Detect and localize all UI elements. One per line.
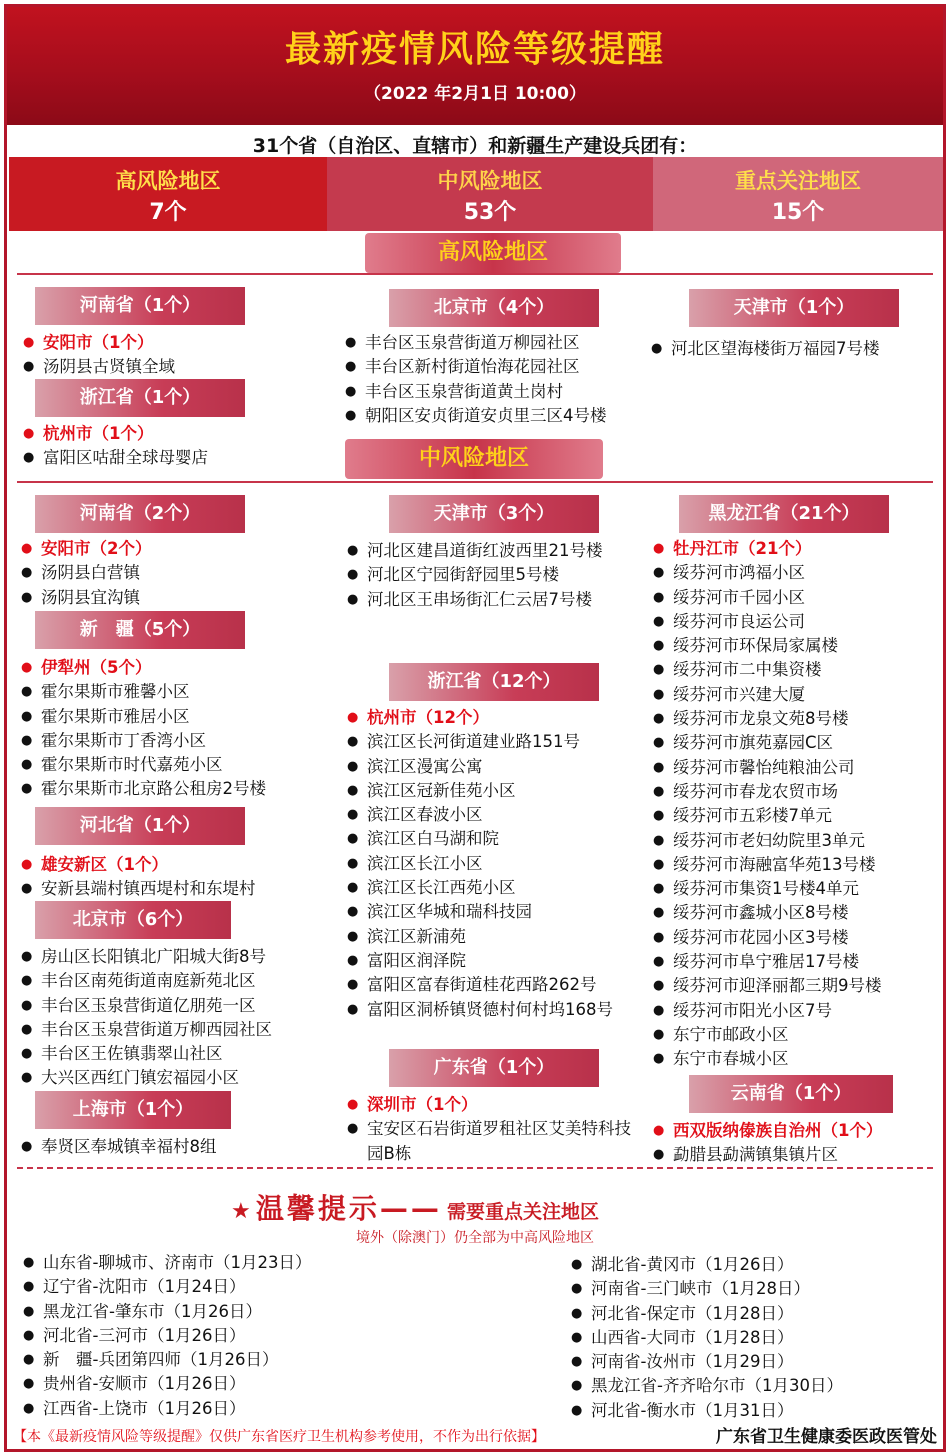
list-item: ● 山西省-大同市（1月28日） xyxy=(567,1326,937,1350)
list-item: ● 绥芬河市花园小区3号楼 xyxy=(649,926,943,950)
list-item: ● 绥芬河市海融富华苑13号楼 xyxy=(649,853,943,877)
stat-count: 7个 xyxy=(149,200,187,225)
list-item: ● 富阳区洞桥镇贤德村何村坞168号 xyxy=(343,998,643,1022)
list-item: ● 富阳区咕甜全球母婴店 xyxy=(19,446,319,470)
list-item: ● 安阳市（1个） xyxy=(19,331,319,355)
list-item: ● 杭州市（12个） xyxy=(343,706,643,730)
issuing-org: 广东省卫生健康委医政医管处 xyxy=(716,1427,937,1447)
list-item: ● 绥芬河市旗苑嘉园C区 xyxy=(649,731,943,755)
stat-count: 15个 xyxy=(771,200,825,225)
list-item: ● 富阳区富春街道桂花西路262号 xyxy=(343,973,643,997)
list-item: ● 安新县端村镇西堤村和东堤村 xyxy=(17,877,333,901)
list-item: ● 河南省-汝州市（1月29日） xyxy=(567,1350,937,1374)
province-header-tianjin: 天津市（1个） xyxy=(689,289,899,327)
list-item: ● 河北区宁园街舒园里5号楼 xyxy=(343,563,633,587)
province-header-hebei: 河北省（1个） xyxy=(35,807,245,845)
list-item: ● 山东省-聊城市、济南市（1月23日） xyxy=(19,1251,519,1275)
list-item: ● 勐腊县勐满镇集镇片区 xyxy=(649,1143,943,1167)
region-list-high-beijing xyxy=(341,331,641,428)
list-item: ● 雄安新区（1个） xyxy=(17,853,333,877)
province-header-zhejiang: 浙江省（1个） xyxy=(35,379,245,417)
region-list-mid-yunnan xyxy=(649,1119,943,1168)
tips-title: 温馨提示—— xyxy=(255,1192,442,1225)
list-item: ● 朝阳区安贞街道安贞里三区4号楼 xyxy=(341,404,641,428)
list-item: ● 河北省-三河市（1月26日） xyxy=(19,1324,519,1348)
region-list-high-zhejiang xyxy=(19,422,319,471)
page-title: 最新疫情风险等级提醒 xyxy=(284,28,665,70)
list-item: ● 湖北省-黄冈市（1月26日） xyxy=(567,1253,937,1277)
list-item: ● 绥芬河市迎泽丽都三期9号楼 xyxy=(649,974,943,998)
list-item: ● 霍尔果斯市丁香湾小区 xyxy=(17,729,333,753)
list-item: ● 河北区建昌道街红波西里21号楼 xyxy=(343,539,633,563)
list-item: ● 丰台区玉泉营街道黄土岗村 xyxy=(341,380,641,404)
list-item: ● 杭州市（1个） xyxy=(19,422,319,446)
list-item: ● 河北区王串场街汇仁云居7号楼 xyxy=(343,588,633,612)
list-item: ● 滨江区长江小区 xyxy=(343,852,643,876)
list-item: ● 河北省-保定市（1月28日） xyxy=(567,1302,937,1326)
list-item: ● 伊犁州（5个） xyxy=(17,656,333,680)
province-header-beijing: 北京市（4个） xyxy=(389,289,599,327)
list-item: ● 丰台区王佐镇翡翠山社区 xyxy=(17,1042,333,1066)
star-icon: ★ xyxy=(231,1199,251,1224)
footer xyxy=(7,1421,943,1452)
list-item: ● 安阳市（2个） xyxy=(17,537,333,561)
list-item: ● 辽宁省-沈阳市（1月24日） xyxy=(19,1275,519,1299)
stat-label: 重点关注地区 xyxy=(735,169,861,193)
region-list-mid-hebei xyxy=(17,853,333,902)
tips-heading xyxy=(231,1187,599,1227)
list-item: ● 贵州省-安顺市（1月26日） xyxy=(19,1372,519,1396)
list-item: ● 滨江区春波小区 xyxy=(343,803,643,827)
province-header-zhejiang: 浙江省（12个） xyxy=(389,663,599,701)
list-item: ● 滨江区漫寓公寓 xyxy=(343,755,643,779)
province-header-xinjiang: 新 疆（5个） xyxy=(35,611,245,649)
list-item: ● 霍尔果斯市雅居小区 xyxy=(17,705,333,729)
stat-label: 高风险地区 xyxy=(115,169,221,193)
risk-bulletin xyxy=(4,4,946,1452)
list-item: ● 东宁市邮政小区 xyxy=(649,1023,943,1047)
bulletin-date: （2022 年2月1日 10:00） xyxy=(364,84,586,104)
province-header-tianjin: 天津市（3个） xyxy=(389,495,599,533)
stat-label: 中风险地区 xyxy=(437,169,543,193)
tips-note: 境外（除澳门）仍全部为中高风险地区 xyxy=(356,1230,594,1246)
stat-count: 53个 xyxy=(463,200,517,225)
province-header-henan: 河南省（2个） xyxy=(35,495,245,533)
attention-list-left xyxy=(19,1251,519,1421)
region-list-mid-tianjin xyxy=(343,539,633,612)
list-item: ● 绥芬河市老妇幼院里3单元 xyxy=(649,829,943,853)
list-item: ● 滨江区新浦苑 xyxy=(343,925,643,949)
list-item: ● 黑龙江省-齐齐哈尔市（1月30日） xyxy=(567,1374,937,1398)
region-list-mid-beijing xyxy=(17,945,333,1091)
stat-mid-risk xyxy=(327,157,653,231)
region-list-high-henan xyxy=(19,331,319,380)
list-item: ● 丰台区南苑街道南庭新苑北区 xyxy=(17,969,333,993)
high-risk-section-title: 高风险地区 xyxy=(365,233,621,273)
province-header-yunnan: 云南省（1个） xyxy=(689,1075,893,1113)
region-list-mid-heilongjiang xyxy=(649,537,943,1072)
list-item: ● 奉贤区奉城镇幸福村8组 xyxy=(17,1135,333,1159)
stat-key-attention xyxy=(653,157,943,231)
header-banner xyxy=(7,7,943,125)
list-item: ● 宝安区石岩街道罗租社区艾美特科技园B栋 xyxy=(343,1117,643,1166)
stat-high-risk xyxy=(9,157,327,231)
region-list-mid-henan xyxy=(17,537,333,610)
list-item: ● 滨江区白马湖和院 xyxy=(343,827,643,851)
list-item: ● 牡丹江市（21个） xyxy=(649,537,943,561)
list-item: ● 绥芬河市馨怡纯粮油公司 xyxy=(649,756,943,780)
region-list-mid-guangdong xyxy=(343,1093,643,1166)
list-item: ● 绥芬河市鸿福小区 xyxy=(649,561,943,585)
list-item: ● 绥芬河市兴建大厦 xyxy=(649,683,943,707)
list-item: ● 绥芬河市阜宁雅居17号楼 xyxy=(649,950,943,974)
list-item: ● 汤阴县宜沟镇 xyxy=(17,586,333,610)
list-item: ● 河南省-三门峡市（1月28日） xyxy=(567,1277,937,1301)
list-item: ● 深圳市（1个） xyxy=(343,1093,643,1117)
list-item: ● 绥芬河市阳光小区7号 xyxy=(649,999,943,1023)
list-item: ● 绥芬河市二中集资楼 xyxy=(649,658,943,682)
province-header-guangdong: 广东省（1个） xyxy=(389,1049,599,1087)
tips-divider xyxy=(17,1167,933,1169)
list-item: ● 绥芬河市环保局家属楼 xyxy=(649,634,943,658)
list-item: ● 西双版纳傣族自治州（1个） xyxy=(649,1119,943,1143)
list-item: ● 黑龙江省-肇东市（1月26日） xyxy=(19,1300,519,1324)
list-item: ● 东宁市春城小区 xyxy=(649,1047,943,1071)
list-item: ● 滨江区长江西苑小区 xyxy=(343,876,643,900)
list-item: ● 滨江区冠新佳苑小区 xyxy=(343,779,643,803)
mid-risk-section-title: 中风险地区 xyxy=(345,439,603,479)
list-item: ● 霍尔果斯市北京路公租房2号楼 xyxy=(17,777,333,801)
list-item: ● 绥芬河市集资1号楼4单元 xyxy=(649,877,943,901)
list-item: ● 丰台区玉泉营街道万柳西园社区 xyxy=(17,1018,333,1042)
region-list-high-tianjin xyxy=(647,337,943,361)
list-item: ● 丰台区玉泉营街道亿朋苑一区 xyxy=(17,994,333,1018)
list-item: ● 富阳区润泽院 xyxy=(343,949,643,973)
list-item: ● 新 疆-兵团第四师（1月26日） xyxy=(19,1348,519,1372)
summary-line: 31个省（自治区、直辖市）和新疆生产建设兵团有： xyxy=(252,135,698,157)
list-item: ● 丰台区玉泉营街道万柳园社区 xyxy=(341,331,641,355)
region-list-mid-xinjiang xyxy=(17,656,333,802)
tips-subtitle: 需要重点关注地区 xyxy=(446,1201,599,1223)
list-item: ● 绥芬河市千园小区 xyxy=(649,586,943,610)
province-header-henan: 河南省（1个） xyxy=(35,287,245,325)
list-item: ● 滨江区华城和瑞科技园 xyxy=(343,900,643,924)
list-item: ● 汤阴县古贤镇全域 xyxy=(19,355,319,379)
list-item: ● 丰台区新村街道怡海花园社区 xyxy=(341,355,641,379)
list-item: ● 滨江区长河街道建业路151号 xyxy=(343,730,643,754)
list-item: ● 绥芬河市良运公司 xyxy=(649,610,943,634)
disclaimer: 【本《最新疫情风险等级提醒》仅供广东省医疗卫生机构参考使用，不作为出行依据】 xyxy=(13,1429,545,1445)
list-item: ● 河北省-衡水市（1月31日） xyxy=(567,1399,937,1423)
list-item: ● 汤阴县白营镇 xyxy=(17,561,333,585)
list-item: ● 绥芬河市春龙农贸市场 xyxy=(649,780,943,804)
list-item: ● 绥芬河市五彩楼7单元 xyxy=(649,804,943,828)
list-item: ● 河北区望海楼街万福园7号楼 xyxy=(647,337,943,361)
section-divider xyxy=(17,481,933,483)
list-item: ● 霍尔果斯市雅馨小区 xyxy=(17,680,333,704)
list-item: ● 大兴区西红门镇宏福园小区 xyxy=(17,1066,333,1090)
region-list-mid-zhejiang xyxy=(343,706,643,1022)
list-item: ● 霍尔果斯市时代嘉苑小区 xyxy=(17,753,333,777)
attention-list-right xyxy=(567,1253,937,1423)
list-item: ● 江西省-上饶市（1月26日） xyxy=(19,1397,519,1421)
list-item: ● 绥芬河市鑫城小区8号楼 xyxy=(649,901,943,925)
province-header-heilongjiang: 黑龙江省（21个） xyxy=(679,495,889,533)
region-list-mid-shanghai xyxy=(17,1135,333,1159)
list-item: ● 房山区长阳镇北广阳城大街8号 xyxy=(17,945,333,969)
section-divider xyxy=(17,273,933,275)
province-header-beijing: 北京市（6个） xyxy=(35,901,231,939)
list-item: ● 绥芬河市龙泉文苑8号楼 xyxy=(649,707,943,731)
province-header-shanghai: 上海市（1个） xyxy=(35,1091,231,1129)
